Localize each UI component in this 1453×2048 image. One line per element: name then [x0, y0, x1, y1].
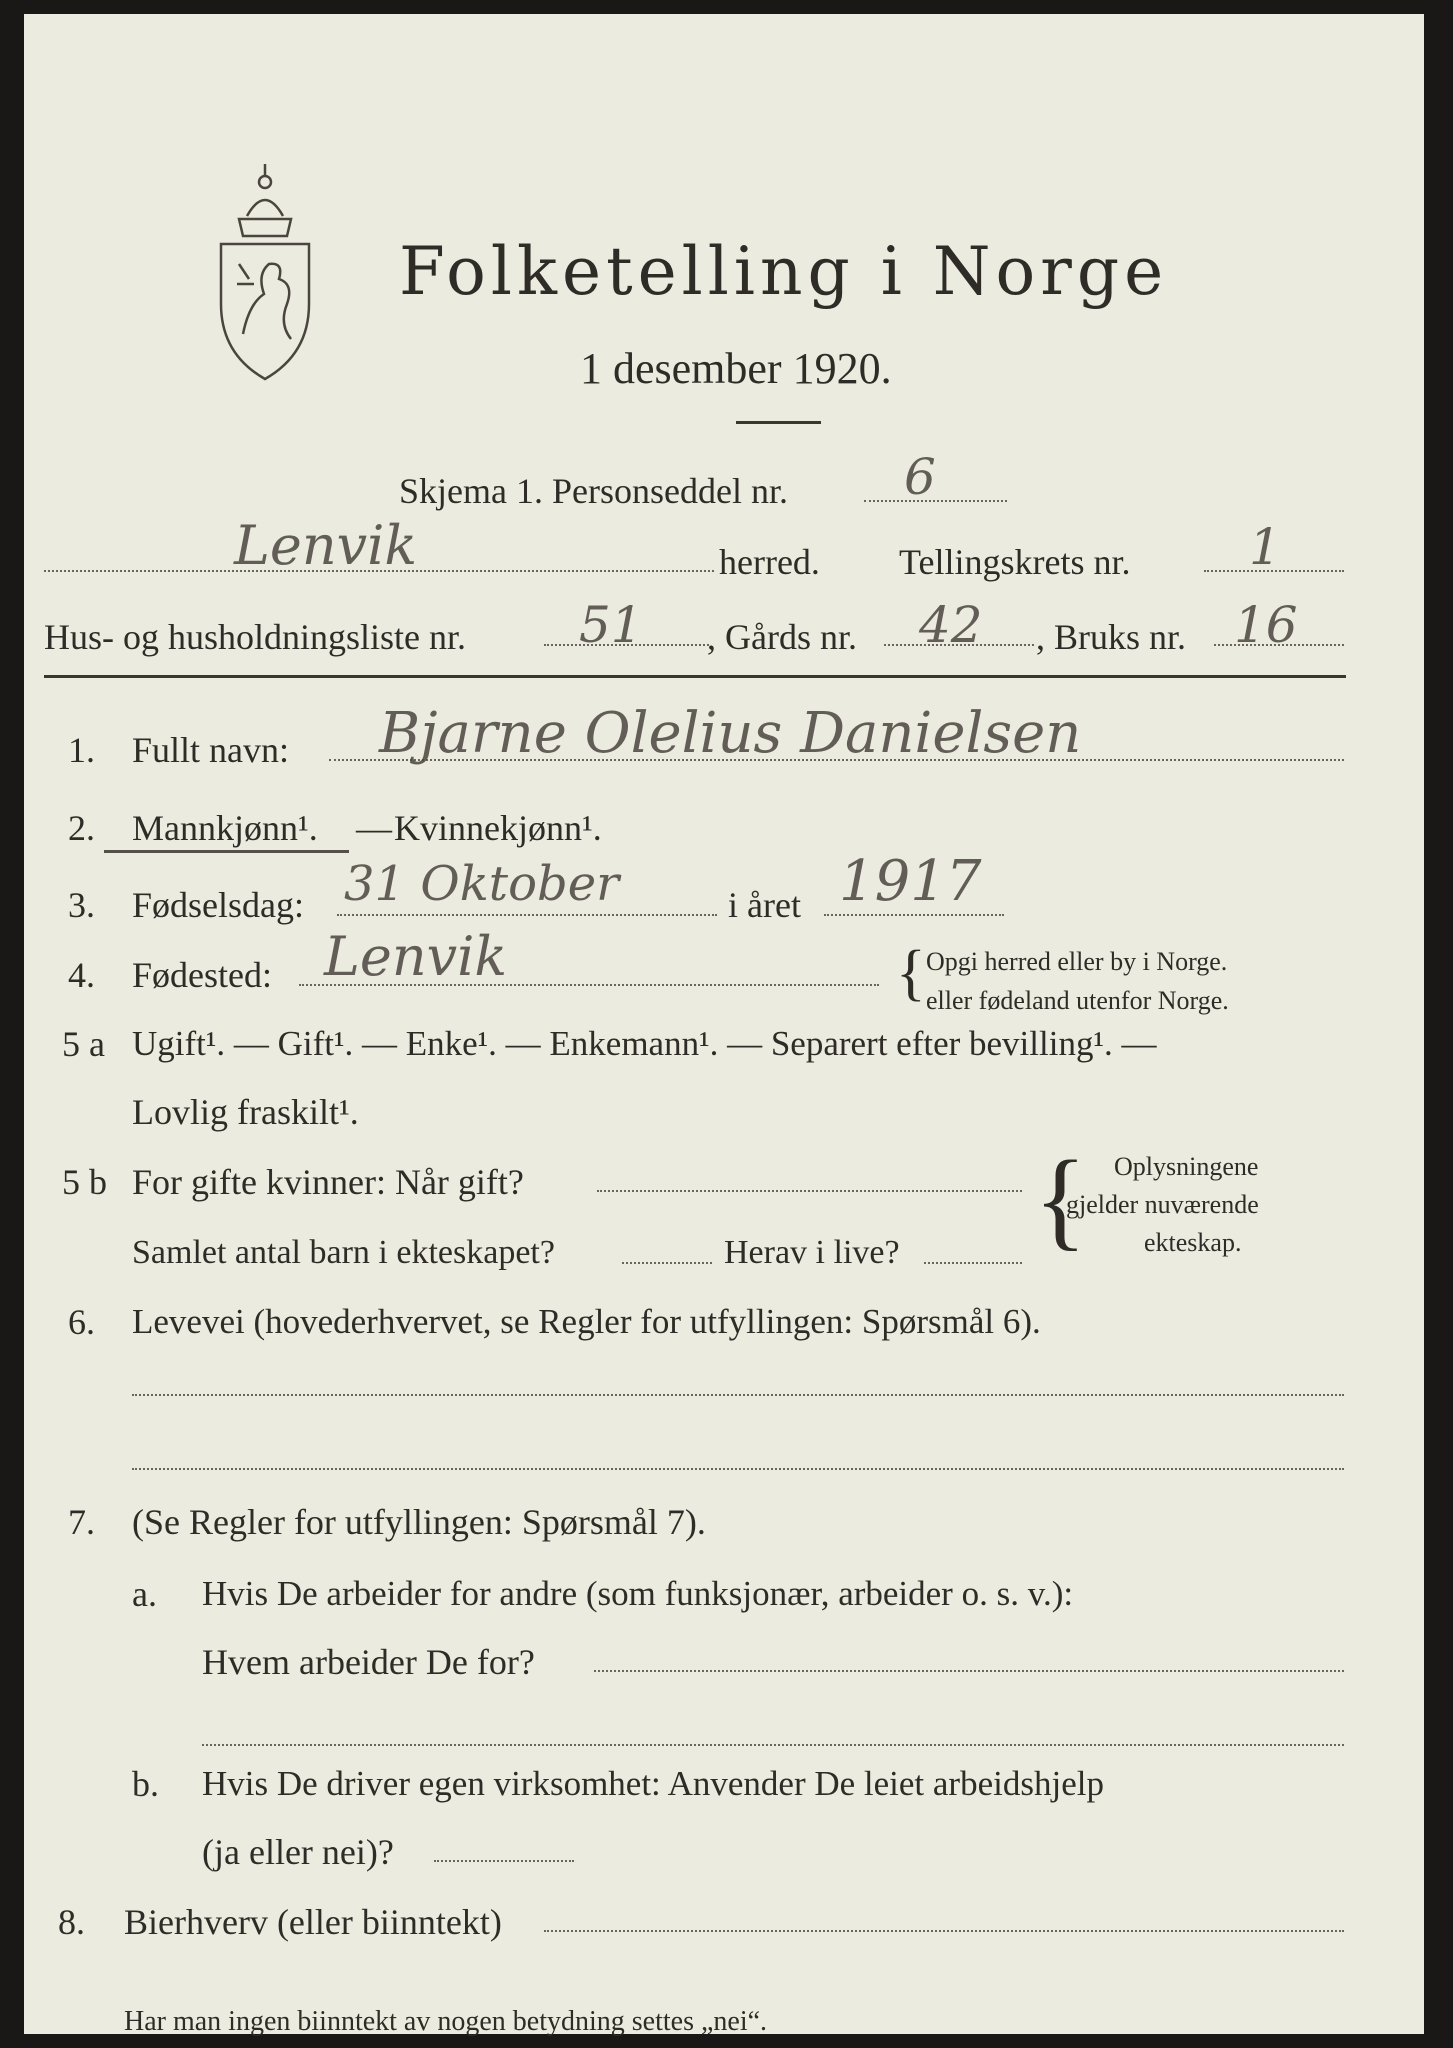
q8-number: 8. [58, 1902, 85, 1942]
tellingskrets-handwritten: 1 [1249, 518, 1281, 576]
q4-note-line1: Opgi herred eller by i Norge. [926, 947, 1228, 976]
q6-number: 6. [68, 1302, 95, 1342]
q2-male-option: Mannkjønn¹. [132, 808, 318, 848]
q1-number: 1. [68, 730, 95, 770]
q1-label: Fullt navn: [132, 730, 290, 770]
q6-line2 [132, 1468, 1344, 1470]
q2-separator: — [356, 808, 392, 848]
personseddel-nr-handwritten: 6 [904, 448, 936, 506]
q5a-options-cont: Lovlig fraskilt¹. [132, 1092, 359, 1132]
hus-nr-handwritten: 51 [579, 596, 643, 654]
form-title: Folketelling i Norge [399, 233, 1169, 310]
bruks-nr-handwritten: 16 [1234, 596, 1298, 654]
q2-male-underline [104, 850, 349, 853]
q5b-number: 5 b [62, 1162, 107, 1202]
bruks-label: , Bruks nr. [1036, 617, 1187, 657]
q4-number: 4. [68, 955, 95, 995]
q1-fullname-handwritten: Bjarne Olelius Danielsen [379, 701, 1082, 766]
q7-number: 7. [68, 1502, 95, 1542]
q7b-number: b. [132, 1764, 159, 1804]
q3-year-line [824, 914, 1004, 916]
q7a-number: a. [132, 1574, 157, 1614]
q7b-question: Hvis De driver egen virksomhet: Anvender De leiet arbeidshjelp [202, 1764, 1104, 1803]
gards-label: , Gårds nr. [707, 617, 857, 657]
herred-handwritten: Lenvik [234, 514, 418, 577]
q7-label: (Se Regler for utfyllingen: Spørsmål 7). [132, 1502, 706, 1542]
q3-birthday-handwritten: 31 Oktober [344, 856, 620, 912]
q5b-note-line2: gjelder nuværende [1066, 1190, 1259, 1219]
q5b-married-line [597, 1190, 1022, 1192]
q5b-children-line [622, 1262, 712, 1264]
q8-line [544, 1930, 1344, 1932]
q5b-children-total: Samlet antal barn i ekteskapet? [132, 1234, 555, 1271]
q7a-question: Hvis De arbeider for andre (som funksjonær, arbeider o. s. v.): [202, 1574, 1074, 1613]
q6-label: Levevei (hovederhvervet, se Regler for utfyllingen: Spørsmål 6). [132, 1302, 1041, 1341]
q5b-note-line1: Oplysningene [1114, 1152, 1259, 1181]
q4-note-brace: { [896, 939, 926, 1007]
census-date: 1 desember 1920. [580, 344, 892, 393]
tellingskrets-label: Tellingskrets nr. [899, 542, 1131, 582]
q5b-alive-line [924, 1262, 1022, 1264]
gards-nr-handwritten: 42 [919, 596, 983, 654]
q4-note-line2: eller fødeland utenfor Norge. [926, 986, 1229, 1015]
coat-of-arms-icon [209, 164, 321, 389]
q8-label: Bierhverv (eller biinntekt) [124, 1902, 502, 1942]
skjema-label: Skjema 1. Personseddel nr. [399, 471, 788, 511]
q5a-options: Ugift¹. — Gift¹. — Enke¹. — Enkemann¹. — Separert efter bevilling¹. — [132, 1024, 1157, 1063]
header-divider [44, 675, 1346, 678]
q5b-note-brace: { [1034, 1138, 1087, 1260]
hus-label: Hus- og husholdningsliste nr. [44, 617, 467, 657]
q7a-extra-line [202, 1744, 1344, 1746]
q7b-yes-no-label: (ja eller nei)? [202, 1832, 394, 1872]
q3-line [337, 914, 717, 916]
q7a-employer-label: Hvem arbeider De for? [202, 1642, 535, 1682]
q4-birthplace-handwritten: Lenvik [324, 925, 508, 988]
q6-line1 [132, 1394, 1344, 1396]
q2-female-option: Kvinnekjønn¹. [394, 808, 602, 848]
footer-note: Har man ingen biinntekt av nogen betydning settes „nei“. [124, 2006, 768, 2037]
q5b-children-alive: Herav i live? [724, 1234, 900, 1271]
q3-number: 3. [68, 885, 95, 925]
q7a-employer-line [594, 1670, 1344, 1672]
q5b-note-line3: ekteskap. [1144, 1228, 1242, 1257]
q2-number: 2. [68, 808, 95, 848]
q3-year-handwritten: 1917 [839, 849, 982, 914]
q3-year-label: i året [728, 885, 801, 925]
q5a-number: 5 a [62, 1024, 105, 1064]
q4-label: Fødested: [132, 955, 272, 995]
census-form-page [24, 14, 1424, 2037]
q5b-married-when: For gifte kvinner: Når gift? [132, 1162, 524, 1202]
q7b-yes-no-line [434, 1860, 574, 1862]
title-divider [736, 421, 821, 424]
q3-label: Fødselsdag: [132, 885, 305, 925]
herred-label: herred. [719, 542, 820, 582]
